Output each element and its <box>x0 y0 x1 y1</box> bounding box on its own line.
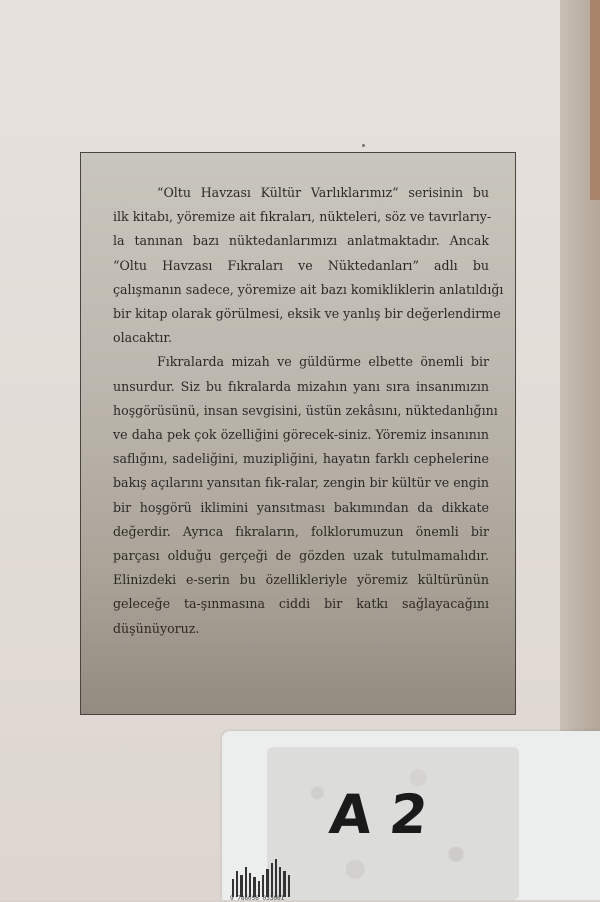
blurb-line: düşünüyoruz. <box>113 620 200 636</box>
blurb-line: parçası olduğu gerçeği de gözden uzak tutulmamalıdır. <box>113 548 489 564</box>
blurb-line: bir kitap olarak görülmesi, eksik ve yanlış bir değerlendirme <box>113 306 501 322</box>
barcode-digits: 9 786056 033001 <box>230 895 285 902</box>
blurb-paragraph-1 <box>113 181 504 350</box>
library-label-sticker <box>222 731 600 900</box>
blurb-line: olacaktır. <box>113 330 173 346</box>
speck-mark <box>362 144 365 147</box>
blurb-line: ilk kitabı, yöremize ait fıkraları, nükteleri, söz ve tavırlarıy- <box>113 209 492 225</box>
blurb-line: Fıkralarda mizah ve güldürme elbette önemli bir <box>157 354 489 370</box>
blurb-line: la tanınan bazı nüktedanlarımızı anlatmaktadır. Ancak <box>113 233 489 249</box>
spine-edge-shadow <box>590 0 600 200</box>
blurb-line: bir hoşgörü iklimini yansıtması bakımından da dikkate <box>113 499 489 515</box>
blurb-line: saflığını, sadeliğini, muzipliğini, hayatın farklı cephelerine <box>113 451 489 467</box>
blurb-text-box <box>80 152 516 715</box>
blurb-text <box>113 181 504 641</box>
blurb-line: “Oltu Havzası Fıkraları ve Nüktedanları” adlı bu <box>113 257 489 273</box>
blurb-line: “Oltu Havzası Kültür Varlıklarımız” serisinin bu <box>157 185 489 200</box>
barcode-icon <box>232 859 322 897</box>
blurb-line: bakış açılarını yansıtan fık-ralar, zengin bir kültür ve engin <box>113 475 489 491</box>
blurb-line: unsurdur. Siz bu fıkralarda mizahın yanı sıra insanımızın <box>113 378 489 394</box>
blurb-line: Elinizdeki e-serin bu özellikleriyle yöremiz kültürünün <box>113 572 489 588</box>
blurb-line: değerdir. Ayrıca fıkraların, folklorumuzun önemli bir <box>113 523 489 539</box>
blurb-line: geleceğe ta-şınmasına ciddi bir katkı sağlayacağını <box>113 596 489 612</box>
blurb-paragraph-2 <box>113 350 498 640</box>
blurb-line: ve daha pek çok özelliğini görecek-siniz. Yöremiz insanının <box>113 427 489 443</box>
blurb-line: hoşgörüsünü, insan sevgisini, üstün zekâsını, nüktedanlığını <box>113 402 498 418</box>
handwritten-shelf-code: A2 <box>326 783 449 846</box>
blurb-line: çalışmanın sadece, yöremize ait bazı komikliklerin anlatıldığı <box>113 281 504 297</box>
